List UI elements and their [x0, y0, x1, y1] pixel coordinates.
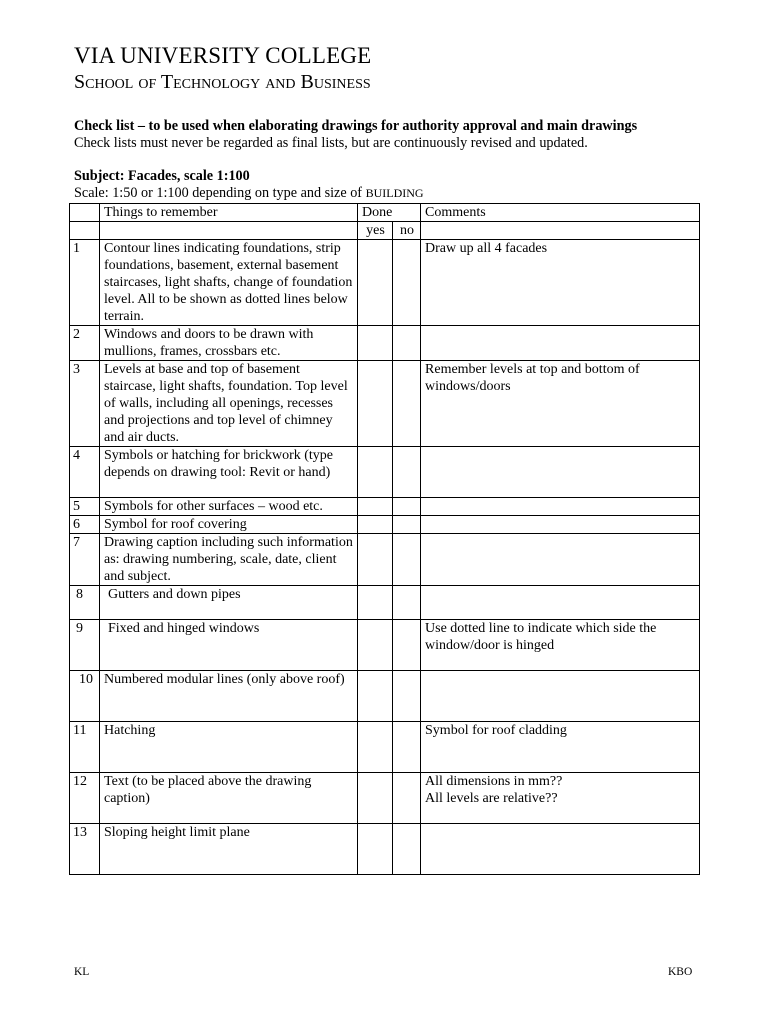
- row-number: 5: [70, 498, 100, 516]
- checklist-note: Check lists must never be regarded as final lists, but are continuously revised and updated.: [74, 135, 588, 151]
- row-comment: Draw up all 4 facades: [421, 240, 700, 326]
- row-number: 6: [70, 516, 100, 534]
- done-yes-cell: [358, 534, 393, 586]
- table-row: [70, 773, 700, 824]
- row-number: 8: [70, 586, 100, 620]
- row-comment: [421, 586, 700, 620]
- row-comment: [421, 326, 700, 361]
- header-things: Things to remember: [100, 204, 358, 222]
- table-row: [70, 534, 700, 586]
- done-no-cell: [393, 671, 421, 722]
- done-no-cell: [393, 534, 421, 586]
- table-row: [70, 586, 700, 620]
- scale-text: Scale: 1:50 or 1:100 depending on type and size of: [74, 185, 366, 201]
- done-no-cell: [393, 447, 421, 498]
- header-comments: Comments: [421, 204, 700, 222]
- table-row: [70, 671, 700, 722]
- done-no-cell: [393, 516, 421, 534]
- row-comment: Remember levels at top and bottom of windows/doors: [421, 361, 700, 447]
- row-comment: [421, 447, 700, 498]
- row-item-text: Numbered modular lines (only above roof): [100, 671, 358, 722]
- subject-label: Subject: Facades, scale 1:100: [74, 168, 250, 184]
- scale-line: [74, 185, 424, 202]
- row-number: 9: [70, 620, 100, 671]
- table-row: [70, 361, 700, 447]
- row-number: 4: [70, 447, 100, 498]
- row-item-text: Drawing caption including such information as: drawing numbering, scale, date, client and subject.: [100, 534, 358, 586]
- row-number: 12: [70, 773, 100, 824]
- done-yes-cell: [358, 773, 393, 824]
- row-item-text: Text (to be placed above the drawing caption): [100, 773, 358, 824]
- checklist-table: [69, 203, 700, 875]
- done-yes-cell: [358, 824, 393, 875]
- done-no-cell: [393, 620, 421, 671]
- done-yes-cell: [358, 240, 393, 326]
- done-no-cell: [393, 722, 421, 773]
- done-yes-cell: [358, 671, 393, 722]
- row-item-text: Symbol for roof covering: [100, 516, 358, 534]
- row-item-text: Fixed and hinged windows: [100, 620, 358, 671]
- subheader-empty-1: [70, 222, 100, 240]
- done-yes-cell: [358, 326, 393, 361]
- done-yes-cell: [358, 516, 393, 534]
- row-comment: All dimensions in mm?? All levels are relative??: [421, 773, 700, 824]
- table-row: [70, 824, 700, 875]
- done-no-cell: [393, 824, 421, 875]
- school-subtitle: School of Technology and Business: [74, 71, 371, 93]
- done-no-cell: [393, 361, 421, 447]
- row-comment: [421, 516, 700, 534]
- done-yes-cell: [358, 447, 393, 498]
- done-yes-cell: [358, 586, 393, 620]
- row-number: 13: [70, 824, 100, 875]
- done-no-cell: [393, 326, 421, 361]
- row-number: 2: [70, 326, 100, 361]
- header-done: Done: [358, 204, 421, 222]
- row-number: 7: [70, 534, 100, 586]
- row-item-text: Gutters and down pipes: [100, 586, 358, 620]
- table-row: [70, 722, 700, 773]
- scale-building: BUILDING: [365, 186, 424, 200]
- row-comment: [421, 671, 700, 722]
- row-comment: [421, 498, 700, 516]
- row-item-text: Symbols or hatching for brickwork (type depends on drawing tool: Revit or hand): [100, 447, 358, 498]
- row-item-text: Hatching: [100, 722, 358, 773]
- table-row: [70, 516, 700, 534]
- header-row: [70, 204, 700, 222]
- header-yes: yes: [358, 222, 393, 240]
- row-comment: [421, 824, 700, 875]
- table-row: [70, 326, 700, 361]
- header-num-cell: [70, 204, 100, 222]
- row-item-text: Sloping height limit plane: [100, 824, 358, 875]
- done-no-cell: [393, 498, 421, 516]
- done-no-cell: [393, 586, 421, 620]
- done-yes-cell: [358, 620, 393, 671]
- footer-left: KL: [74, 966, 90, 978]
- row-number: 1: [70, 240, 100, 326]
- row-item-text: Windows and doors to be drawn with mullions, frames, crossbars etc.: [100, 326, 358, 361]
- table-row: [70, 447, 700, 498]
- subheader-row: [70, 222, 700, 240]
- table-row: [70, 498, 700, 516]
- footer-right: KBO: [668, 966, 693, 978]
- subject-block: [74, 168, 424, 202]
- institution-title: VIA UNIVERSITY COLLEGE: [74, 43, 372, 68]
- row-number: 3: [70, 361, 100, 447]
- table-row: [70, 620, 700, 671]
- done-no-cell: [393, 240, 421, 326]
- row-item-text: Symbols for other surfaces – wood etc.: [100, 498, 358, 516]
- checklist-heading: Check list – to be used when elaborating drawings for authority approval and main drawings: [74, 118, 638, 134]
- row-number: 11: [70, 722, 100, 773]
- table-row: [70, 240, 700, 326]
- subheader-empty-2: [100, 222, 358, 240]
- done-yes-cell: [358, 722, 393, 773]
- done-no-cell: [393, 773, 421, 824]
- header-no: no: [393, 222, 421, 240]
- intro-block: [74, 118, 637, 152]
- row-item-text: Contour lines indicating foundations, strip foundations, basement, external basement staircases, light shafts, change of foundation level. All to be shown as dotted lines below terrain.: [100, 240, 358, 326]
- row-item-text: Levels at base and top of basement staircase, light shafts, foundation. Top level of walls, including all openings, recesses and projections and top level of chimney and air ducts.: [100, 361, 358, 447]
- row-comment: [421, 534, 700, 586]
- row-comment: Symbol for roof cladding: [421, 722, 700, 773]
- row-number: 10: [70, 671, 100, 722]
- done-yes-cell: [358, 498, 393, 516]
- subheader-empty-3: [421, 222, 700, 240]
- done-yes-cell: [358, 361, 393, 447]
- row-comment: Use dotted line to indicate which side the window/door is hinged: [421, 620, 700, 671]
